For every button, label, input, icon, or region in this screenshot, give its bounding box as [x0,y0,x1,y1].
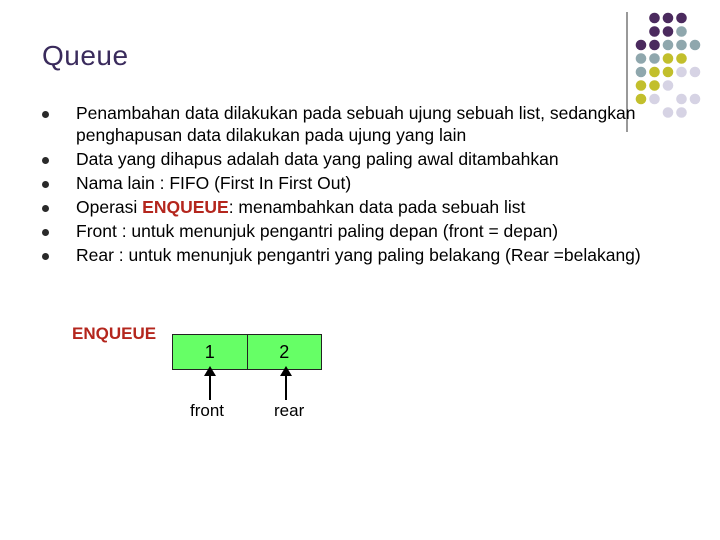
front-label: front [190,401,225,420]
queue-cell: 1 [204,341,215,362]
enqueue-label: ENQUEUE [72,324,157,343]
bullet-text-post: : menambahkan data pada sebuah list [228,197,526,217]
bullet-text: Rear : untuk menunjuk pengantri yang paling belakang (Rear =belakang) [76,245,641,265]
front-arrow [204,366,216,400]
rear-arrow [280,366,292,400]
bullet-text: Front : untuk menunjuk pengantri paling depan (front = depan) [76,221,559,241]
bullet-text: Nama lain : FIFO (First In First Out) [76,173,352,193]
rear-label: rear [274,401,305,420]
queue-cell: 2 [247,335,322,369]
bullet-text: Penambahan data dilakukan pada sebuah ujung sebuah list, sedangkan penghapusan data dilakukan pada ujung yang lain [76,103,636,145]
enqueue-highlight: ENQUEUE [142,197,229,217]
bullet-text-pre: Operasi [76,197,143,217]
page-title: Queue [42,40,129,71]
bullet-text: Data yang dihapus adalah data yang paling awal ditambahkan [76,149,559,169]
